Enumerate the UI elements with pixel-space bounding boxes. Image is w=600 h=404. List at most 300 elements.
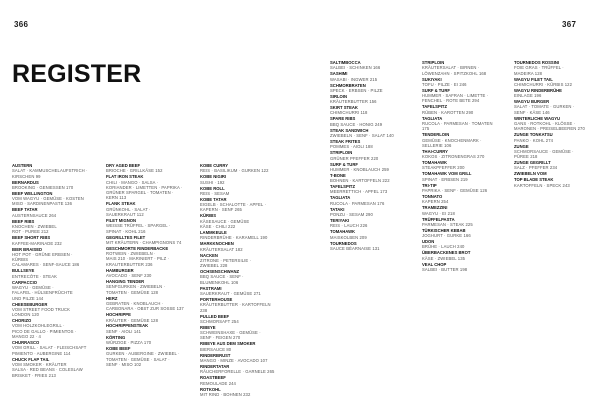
index-entry-heading: ÜBERBACKENES BROT (422, 250, 471, 256)
index-entry-heading: BULLSEYE (12, 268, 35, 274)
index-entry-detail: MAISKOLBEN 209 (330, 234, 367, 240)
index-entry-detail: BBQ SAUCE · SENF · (200, 274, 244, 280)
index-entry-heading: CHURRASCO (12, 340, 40, 346)
index-entry-detail: REMOULADE 244 (200, 380, 236, 386)
index-entry-heading: KÖRTING (106, 334, 126, 340)
index-entry (200, 297, 278, 313)
index-entry (422, 205, 500, 216)
index-entry (422, 250, 500, 261)
index-entry-heading: STRIPLOIN (422, 60, 445, 65)
index-entry (200, 286, 278, 297)
index-entry-detail: KÄSE · ZWIEBEL 135 (422, 255, 466, 261)
index-entry-heading: STRIPLOIN (330, 150, 353, 156)
index-entry (422, 116, 500, 132)
index-entry-detail: MARONEN · PREISELBEEREN 270 (514, 126, 585, 132)
index-entry-heading: HAMBURGER (106, 267, 134, 273)
index-entry (514, 99, 592, 115)
index-entry-detail: HUMMER · SAFRAN · LIMETTE · (422, 93, 489, 99)
index-entry-detail: WASABI · INGWER 215 (330, 76, 378, 82)
index-entry-heading: TRI-TIP (422, 182, 437, 188)
index-entry-detail: VOM GRILL · SALAT · FLEISCHSAFT (12, 345, 87, 351)
index-entry-heading: TAFELSPITZ (422, 104, 448, 110)
index-entry-heading: HOCHRIPPE (106, 312, 131, 318)
index-entry-detail: PONZU · SESAM 290 (330, 211, 373, 217)
index-entry-detail: HOT POT · GRÜNE ERBSEN · KÜRBIS (12, 251, 73, 263)
index-entry-detail: CHIMICHURRI · KÜRBIS 122 (514, 81, 573, 87)
index-entry (12, 357, 90, 378)
index-entry (12, 180, 90, 191)
index-entry (200, 387, 278, 398)
index-entry-heading: PASTRAMI (200, 285, 222, 291)
index-entry (106, 268, 184, 279)
index-entry (106, 335, 184, 346)
index-entry-detail: LONDON 120 (12, 312, 40, 318)
index-entry-detail: KÄSE · CHILI 222 (200, 224, 236, 230)
index-entry-detail: BRIOCHE · GRILLKÄSE 152 (106, 168, 163, 174)
index-entry (330, 162, 408, 173)
index-entry (200, 186, 278, 197)
index-entry-detail: KRAUTERBUTTER 236 (106, 261, 153, 267)
index-entry-detail: GANS · ROTKOHL · KLÖSSE · (514, 121, 576, 127)
index-entry-detail: MANGO 22 · 4 (12, 334, 41, 340)
index-entry-detail: TOMATEN · GEMÜSE 128 (106, 289, 159, 295)
index-entry-detail: KORIANDER · LIMETTEN · PAPRIKA · (106, 184, 183, 190)
index-entry-detail: BRÜHE · LAUCH 240 (422, 244, 465, 250)
index-entry (200, 314, 278, 325)
index-entry-heading: AUSTERN (12, 163, 33, 168)
index-entry-detail: SCHWEINSHAXE · GEMÜSE · (200, 330, 261, 336)
index-entry-heading: CHEESEBURGER (12, 301, 48, 307)
index-entry-detail: KERN 113 (106, 195, 127, 201)
index-entry-detail: MEERRETTICH · APFEL 173 (330, 189, 388, 195)
index-entry-detail: SCHMORSAFT 254 (200, 318, 239, 324)
index-entry-detail: KRÄUTERBUTTER · KARTOFFELN 238 (200, 302, 271, 313)
index-entry-heading: TOMAHAWK VOM GRILL (422, 171, 472, 177)
index-entry-detail: WÜRZIGE · PIZZA 170 (106, 340, 152, 346)
index-entry-heading: VEAL CHOP (422, 261, 447, 267)
index-entry-detail: STEAKPFEFFER 200 (422, 165, 465, 171)
index-entry-detail: KIRSCHEN 99 (12, 173, 41, 179)
index-entry (422, 149, 500, 160)
index-entry-detail: FOIE GRAS · TRÜFFEL · (514, 65, 564, 71)
index-entry (12, 191, 90, 207)
index-entry-detail: PÜREE 218 (514, 154, 538, 160)
index-entry-detail: ZITRONE · PETERSILIE · (200, 257, 252, 263)
index-entry (200, 341, 278, 352)
index-entry-heading: MARKKNOCHEN (200, 241, 234, 247)
index-entry-detail: SENF · KÄSE 146 (514, 109, 550, 115)
index-entry-detail: ZWIEBELN · SENF · SALAT 140 (330, 132, 394, 138)
index-entry (514, 160, 592, 171)
index-entry (200, 163, 278, 174)
index-entry-detail: GRÜNER PFEFFER 220 (330, 155, 379, 161)
index-entry (330, 173, 408, 184)
index-entry-heading: ZWIEBELN VOM (514, 171, 547, 177)
index-entry-detail: SELLERIE 106 (422, 142, 452, 148)
index-entry-heading: TAGLIATA (330, 195, 351, 201)
index-entry-heading: KOBE NIGIRI (200, 174, 227, 180)
index-entry (106, 346, 184, 367)
index-entry-heading: HERZ (106, 295, 118, 301)
index-entry (106, 296, 184, 312)
index-entry (330, 229, 408, 240)
index-entry-detail: TOMATEN · GEMÜSE · SALAT · (106, 356, 170, 362)
index-entry (514, 171, 592, 176)
index-entry-detail: SALBEI · BUTTER 198 (422, 266, 468, 272)
index-entry-detail: SENF · FEIGEN 270 (200, 335, 241, 341)
index-entry-heading: WAGYU FILET TAIL (514, 76, 553, 82)
index-entry (422, 262, 500, 273)
index-entry-detail: FALAFEL · HÜLSENFRÜCHTE (12, 290, 73, 296)
index-entry-heading: TOURNEDOS ROSSINI (514, 60, 560, 65)
index-entry-detail: SAUCE BÉARNAISE 131 (330, 245, 380, 251)
index-entry-heading: BEEF WELLINGTON (12, 190, 53, 196)
index-entry-detail: GEMÜSE · KNOCHENMARK · (422, 137, 482, 143)
index-entry (12, 207, 90, 218)
index-entry-detail: AVOCADO · SENF 230 (106, 273, 152, 279)
index-entry-heading: SURF & TURF (422, 87, 450, 93)
index-entry (200, 253, 278, 269)
index-entry-detail: KAPERN · SENF 265 (200, 207, 242, 213)
index-entry (330, 207, 408, 218)
index-entry (12, 302, 90, 318)
index-entry (422, 228, 500, 239)
index-entry-heading: CHORIZO (12, 318, 32, 324)
index-entry (106, 174, 184, 200)
index-entry-detail: VOM SMOKER · KRÄUTER (12, 361, 67, 367)
page-number-left: 366 (14, 20, 29, 29)
index-entry-heading: BEEF SHORT RIBS (12, 235, 51, 241)
index-entry (422, 132, 500, 148)
index-entry-detail: PAPRIKA · SENF · GEMÜSE 126 (422, 188, 488, 194)
index-entry (330, 71, 408, 82)
index-entry-heading: TAGLIATA (422, 115, 443, 121)
index-entry-heading: SPARE RIBS (330, 116, 356, 122)
index-entry-detail: CALAMARES · SENF-SAUCE 186 (12, 262, 80, 268)
index-entry-heading: NACKEN (200, 252, 218, 258)
index-entry-detail: PICO DE GALLO · PIMIENTOS · (12, 328, 77, 334)
index-entry (12, 268, 90, 279)
index-entry-heading: STEAK SANDWICH (330, 127, 369, 133)
index-entry (514, 88, 592, 99)
index-entry-heading: FILET MIGNON (106, 218, 137, 224)
index-entry-detail: KRÄUTERSALAT · BIRNEN · (422, 65, 480, 71)
index-entry-detail: GEBRATEN · KNOBLAUCH · (106, 300, 164, 306)
index-entry (106, 246, 184, 267)
index-entry (200, 364, 278, 375)
index-entry (106, 163, 184, 174)
index-entry (422, 239, 500, 250)
index-entry (330, 195, 408, 206)
index-entry-detail: EINLAGE 196 (514, 93, 542, 99)
index-entry (422, 104, 500, 115)
index-entry (200, 213, 278, 229)
index-entry (330, 139, 408, 150)
index-entry-heading: RINDERTATAR (200, 364, 230, 369)
index-entry-detail: KAPERN 254 (422, 199, 449, 205)
index-entry-heading: THAI-CURRY (422, 148, 448, 154)
index-entry (200, 375, 278, 386)
index-entry-detail: WAGYU · GEMÜSE · (12, 285, 54, 291)
index-entry-heading: PULLED BEEF (200, 313, 230, 319)
index-entry-heading: TOMAHAWK (330, 229, 356, 235)
index-entry-heading: SUKIYAKI (422, 76, 442, 82)
index-entry-heading: SURF & TURF (330, 161, 358, 167)
index-entry (200, 353, 278, 364)
index-entry (12, 163, 90, 179)
index-entry-heading: TONNATO (422, 194, 443, 199)
index-entry (330, 60, 408, 71)
index-entry-detail: JOGHURT · GURKE 166 (422, 233, 471, 239)
index-entry (422, 88, 500, 104)
index-entry-detail: AUSTERNSAUCE 264 (12, 212, 57, 218)
index-entry-heading: ZUNGE (514, 143, 529, 149)
index-entry (200, 230, 278, 241)
index-entry-detail: SALAT · KAMMUSCHELAUFSTRICH · (12, 168, 88, 174)
index-entry-detail: SAUERKRAUT 112 (106, 212, 144, 218)
index-entry-detail: VOM WAGYU · GEMÜSE · KOSTEN (12, 196, 84, 202)
index-entry (330, 83, 408, 94)
index-entry-heading: OCHSENSCHWANZ (200, 269, 240, 275)
index-entry (514, 60, 592, 76)
index-entry-detail: KRÄUTERBUTTER 156 (330, 99, 377, 105)
index-entry (12, 219, 90, 235)
index-entry-heading: TATAKI (330, 206, 345, 212)
index-entry-detail: RÄUCHERFORELLE · GARNELE 265 (200, 369, 275, 375)
index-entry-detail: ZWIEBEL 228 (200, 263, 228, 269)
index-entry-detail: POMMES · AIOLI 188 (330, 144, 373, 150)
index-entry-heading: RIBEYE AUS DEM SMOKER (200, 341, 256, 347)
index-entry (514, 77, 592, 88)
index-entry-heading: HANGING TENDER (106, 279, 145, 285)
index-entry-detail: MIT KRÄUTERN · CHAMPIGNONS 74 (106, 239, 182, 245)
index-entry (106, 235, 184, 246)
index-entry-heading: GEGRILLTES FILET (106, 234, 146, 240)
index-entry-detail: MANGO · MINZE · AVOCADO 107 (200, 358, 268, 364)
index-entry-detail: KAFFEE-MARINADE 232 (12, 240, 62, 246)
index-entry-detail: KOKOS · ZITRONENGRAS 270 (422, 154, 485, 160)
index-entry-detail: GRÜNKOHL · SALAT · (106, 206, 151, 212)
index-entry-heading: RINDERBRUST (200, 352, 231, 358)
index-entry (330, 218, 408, 229)
index-entry (12, 247, 90, 268)
index-entry-detail: WEISSE TRÜFFEL · SPARGEL · (106, 223, 171, 229)
index-entry (106, 323, 184, 334)
index-entry-detail: KRÄUTERSALAT 182 (200, 246, 243, 252)
index-entry (330, 105, 408, 116)
index-entry (106, 218, 184, 234)
index-entry-detail: TOFU · PILZE · EI 246 (422, 81, 467, 87)
index-entry-detail: BRISKET · FRIES 213 (12, 372, 56, 378)
index-entry (422, 60, 500, 76)
index-entry (12, 318, 90, 339)
index-entry-detail: MISO · SARDINENPASTE 136 (12, 201, 73, 207)
index-entry-detail: REIS · SESAM (200, 190, 230, 196)
index-entry (106, 201, 184, 217)
index-entry-detail: SENF · AIOLI 141 (106, 328, 142, 334)
index-entry-heading: DRY AGED BEEF (106, 163, 141, 168)
index-entry-detail: SUSHI · 192 (200, 179, 225, 185)
index-entry-heading: KOBE ROLL (200, 185, 225, 191)
index-entry (12, 235, 90, 246)
index-entry-heading: SASHIMI (330, 71, 348, 77)
index-entry-heading: TRAMEZZINI (422, 205, 448, 211)
index-entry-detail: KRÄUTER · GEMÜSE 128 (106, 317, 159, 323)
index-entry-detail: REIS · BASILIKUM · GURKEN 122 (200, 168, 269, 174)
index-entry (422, 194, 500, 205)
index-entry-detail: PANKO · KOHL 274 (514, 137, 554, 143)
index-entry-detail: KARTOFFELN · SPECK 243 (514, 182, 570, 188)
index-column-1 (12, 163, 90, 379)
index-entry-heading: ROTKOHL (200, 386, 221, 392)
index-entry-heading: TRÜFFELPASTA (422, 216, 455, 222)
index-entry (330, 241, 408, 252)
index-entry-heading: HOCHRIPPENSTEAK (106, 323, 149, 329)
index-entry-detail: SAUERKRAUT · GEMÜSE 271 (200, 291, 261, 297)
index-entry-heading: WAGYU RINDERBRÜHE (514, 87, 562, 93)
index-entry (422, 160, 500, 171)
index-entry (330, 184, 408, 195)
index-entry-detail: SCHMORSAUCE · GEMÜSE · (514, 148, 574, 154)
index-entry-heading: ZUNGE TONKATSU (514, 132, 553, 138)
index-entry-detail: SPINAT · ERBSEN 219 (422, 176, 468, 182)
index-entry-detail: BOHNEN · KARTOFFELN 222 (330, 178, 390, 184)
index-entry-detail: CHIMICHURRI 118 (330, 110, 368, 116)
index-entry-detail: ENTRECÔTE · STEAK (12, 273, 57, 279)
index-entry (330, 150, 408, 161)
index-entry-detail: SENFGURKEN · ZWIEBELN · (106, 284, 166, 290)
index-entry-heading: PORTERHOUSE (200, 297, 233, 302)
index-entry-detail: PIMIENTO · AUBERGINE 114 (12, 350, 71, 356)
index-entry-detail: SENF · MISO 102 (106, 361, 142, 367)
index-entry-detail: UND PILZE 144 (12, 295, 44, 301)
index-entry-detail: MAIS 210 · MARINIERT · PILZ · (106, 256, 170, 262)
index-entry-heading: CARPACCIO (12, 279, 38, 285)
index-entry-heading: KÜRBIS (200, 213, 217, 219)
index-entry-heading: TÜRKISCHER KEBAB (422, 227, 466, 233)
index-entry-heading: KOBE CURRY (200, 163, 228, 168)
index-entry-detail: REIS · LAUCH 226 (330, 223, 368, 229)
index-entry-heading: BEEF TATAR (12, 207, 38, 213)
index-entry-detail: KNOCHEN · ZWIEBEL (12, 224, 57, 230)
index-entry-detail: SALBEI · SCHINKEN 166 (330, 65, 381, 71)
index-entry-detail: GRÜNER SPARGEL · TOMATEN · (106, 190, 174, 196)
index-entry-heading: BIER BRAISED (12, 246, 43, 252)
index-entry-detail: WAGYU · EI 218 (422, 210, 455, 216)
index-entry-detail: PARMESAN · STEAK 225 (422, 221, 473, 227)
index-entry-heading: SALTIMBOCCA (330, 60, 361, 65)
index-entry-heading: SKIRT STEAK (330, 105, 358, 111)
index-entry-heading: TOURNEDOS (330, 240, 357, 246)
index-entry (200, 269, 278, 285)
index-entry-detail: MIT RIND · BOHNEN 232 (200, 391, 251, 397)
index-column-2 (106, 163, 184, 368)
page-number-right: 367 (562, 20, 577, 29)
index-entry-detail: FENCHEL · ROTE BETE 294 (422, 98, 480, 104)
index-entry-detail: LÖWENZAHN · SPITZKOHL 168 (422, 70, 487, 76)
index-entry-detail: SALSA · RED BEANS · COLESLAW (12, 367, 83, 373)
index-entry-detail: ROTWEIN · ZWIEBELN · (106, 251, 156, 257)
index-entry-heading: SCHMORBRATEN (330, 82, 366, 88)
index-entry (106, 279, 184, 295)
index-entry-heading: TERIYAKI (330, 217, 350, 223)
index-entry-heading: FLAT IRON STEAK (106, 174, 144, 180)
index-entry-detail: BIERSAUCE 80 (200, 346, 232, 352)
index-entry-detail: CARBONARA · OBST ZUR SOSSE 137 (106, 306, 184, 312)
index-entry-detail: BROOKING · GENIESSEN 170 (12, 184, 74, 190)
index-entry-heading: TOP BLADE STEAK (514, 177, 554, 183)
index-entry-detail: RINDERBRÜHE · KARAMELL 190 (200, 235, 268, 241)
index-entry (200, 241, 278, 252)
index-entry-heading: SIRLOIN (330, 93, 347, 99)
index-entry-heading: T-BONE (330, 172, 346, 178)
index-entry-heading: STEAK FRITES (330, 138, 361, 144)
index-entry-heading: WINTERLICHE WAGYU (514, 115, 561, 121)
index-entry-heading: BERNARDUS (12, 179, 39, 185)
index-entry-heading: ZUNGE GEGRILLT (514, 160, 551, 166)
index-entry-heading: BEEF RIBS (12, 218, 35, 224)
index-entry (330, 94, 408, 105)
index-entry-heading: KOBE TATAR (200, 196, 227, 202)
index-entry-detail: RUCOLA · PARMESAN 176 (330, 200, 385, 206)
index-entry (200, 197, 278, 213)
index-entry (200, 325, 278, 341)
index-entry-detail: BLUMENKOHL 106 (200, 279, 239, 285)
index-entry-detail: BBQ SAUCE · HONIG 249 (330, 121, 383, 127)
index-column-3 (200, 163, 278, 398)
index-entry (12, 340, 90, 356)
index-entry-detail: MADEIRA 128 (514, 70, 543, 76)
index-entry-detail: GURKEN · AUBERGINE · ZWIEBEL · (106, 351, 180, 357)
index-entry-detail: KÄSESAUCE · GEMÜSE (200, 218, 250, 224)
index-entry-heading: TOMAHAWK (422, 160, 448, 166)
index-entry-detail: RUCOLA · PARMESAN · TOMATEN 175 (422, 121, 493, 132)
index-entry-heading: WAGYU BURGER (514, 99, 550, 105)
index-entry-detail: EIGELB · SCHALOTTE · APFEL · (200, 202, 266, 208)
index-entry (514, 144, 592, 160)
index-entry-heading: TENDERLOIN (422, 132, 450, 138)
index-entry-detail: SALAT · TOMATE · GURKEN · (514, 104, 575, 110)
index-entry (422, 183, 500, 194)
index-entry-heading: RIBEYE (200, 324, 216, 330)
index-entry (514, 132, 592, 143)
index-entry (422, 77, 500, 88)
index-entry-detail: CHILI · MANGO · SALSA · (106, 179, 159, 185)
index-entry (200, 174, 278, 185)
index-entry-heading: GESCHMORTE RINDERBACKE (106, 245, 169, 251)
index-entry-detail: VOM HOLZKOHLEGRILL · (12, 323, 65, 329)
index-column-6 (514, 60, 592, 189)
index-column-4 (330, 60, 408, 252)
page-title: REGISTER (12, 60, 142, 88)
index-entry-heading: TAFELSPITZ (330, 184, 356, 190)
index-entry (422, 217, 500, 228)
index-entry-heading: CHUCK FLAP TAIL (12, 356, 50, 362)
index-entry-detail: ROT · PUREE 212 (12, 229, 49, 235)
index-entry (330, 128, 408, 139)
index-entry-heading: KOBE BEEF (106, 346, 131, 352)
index-entry-detail: VOM STREET FOOD TRUCK (12, 306, 71, 312)
index-entry (422, 171, 500, 182)
index-entry-detail: HUMMER · KNOBLAUCH 259 (330, 166, 389, 172)
index-column-5 (422, 60, 500, 273)
index-entry (514, 116, 592, 132)
index-entry-detail: SPINAT · KOHL 216 (106, 228, 146, 234)
index-entry-heading: FLANK STEAK (106, 201, 136, 207)
index-entry-heading: UDON (422, 239, 435, 245)
index-entry-heading: ROASTBEEF (200, 375, 226, 381)
index-entry (12, 280, 90, 301)
